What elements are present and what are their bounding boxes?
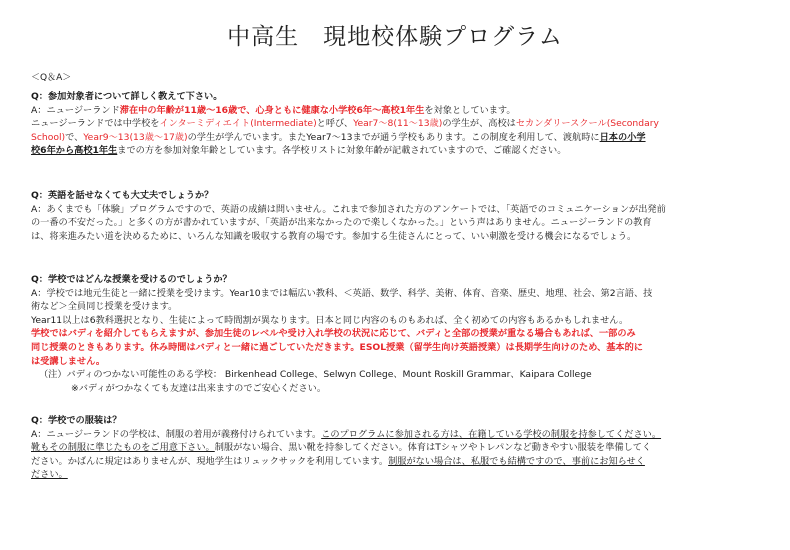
section-english — [31, 189, 761, 243]
question-classes: Q：学校ではどんな授業を受けるのでしょうか？ — [31, 274, 232, 285]
section-eligibility — [31, 90, 761, 158]
buddy-note: （注）バディのつかない可能性のある学校： Birkenhead College、Selwyn College、Mount Roskill Grammar、Kaipara College — [39, 369, 592, 381]
answer-line: は、将来進みたい道を決めるために、いろんな知識を吸収する教育の場です。参加する生徒さんにとって、いい刺激を受ける機会になるでしょう。 — [31, 230, 637, 242]
question-dress: Q：学校での服装は？ — [31, 415, 122, 426]
answer-line: A：学校では地元生徒と一緒に授業を受けます。Year10までは幅広い教科、＜英語、数学、科学、美術、体育、音楽、歴史、地理、社会、第2言語、技 — [31, 287, 653, 299]
buddy-subnote: ※バディがつかなくても友達は出来ますのでご安心ください。 — [71, 382, 327, 394]
section-classes — [31, 273, 761, 395]
answer-line-highlight: は受講しません。 — [31, 355, 106, 367]
answer-line: ださい。かばんに規定はありませんが、現地学生はリュックサックを利用しています。制服がない場合は、私服でも結構ですので、事前にお知らせく — [31, 455, 645, 467]
answer-line: A：あくまでも「体験」プログラムですので、英語の成績は問いません。これまで参加された方のアンケートでは、「英語でのコミュニケーションが出発前 — [31, 203, 666, 215]
page-title: 中高生 現地校体験プログラム — [227, 24, 563, 50]
answer-line: School)で、Year9～13(13歳～17歳)の学生が学んでいます。またYear7～13までが通う学校もあります。この制度を利用して、渡航時に日本の小学 — [31, 131, 646, 143]
answer-line: 校6年から高校1年生までの方を参加対象年齢としています。各学校リストに対象年齢が記載されていますので、ご確認ください。 — [31, 145, 567, 157]
answer-line-highlight: 学校ではバディを紹介してもらえますが、参加生徒のレベルや受け入れ学校の状況に応じて、バディと全部の授業が重なる場合もあれば、一部のみ — [31, 328, 636, 340]
answer-line: A：ニュージーランド滞在中の年齢が11歳～16歳で、心身ともに健康な小学校6年～高校1年生を対象としています。 — [31, 104, 516, 116]
answer-line: 靴もその制服に準じたものをご用意下さい。制服がない場合、黒い靴を持参してください。体育はTシャツやトレパンなど動きやすい服装を準備してく — [31, 442, 652, 454]
answer-line: 術など＞全員同じ授業を受けます。 — [31, 301, 178, 313]
answer-line: A：ニュージーランドの学校は、制服の着用が義務付けられています。このプログラムに参加される方は、在籍している学校の制服を持参してください。 — [31, 428, 662, 440]
answer-line: の一番の不安だった。」と多くの方が書かれていますが、「英語が出来なかったので楽しくなかった。」という声はありません。ニュージーランドの教育 — [31, 217, 652, 229]
answer-line-highlight: 同じ授業のときもあります。休み時間はバディと一緒に過ごしていただきます。ESOL授業（留学生向け英語授業）は長期学生向けのため、基本的に — [31, 341, 643, 353]
answer-line: ださい。 — [31, 469, 68, 481]
question-eligibility: Q：参加対象者について詳しく教えて下さい。 — [31, 91, 223, 102]
answer-line: Year11以上は6教科選択となり、生徒によって時間割が異なります。日本と同じ内容のものもあれば、全く初めての内容もあるかもしれません。 — [31, 314, 629, 326]
qa-heading: ＜Q＆A＞ — [31, 73, 72, 83]
question-english: Q：英語を話せなくても大丈夫でしょうか？ — [31, 190, 214, 201]
answer-line: ニュージーランドでは中学校をインターミディエイト(Intermediate)と呼び、Year7～8(11～13歳)の学生が、高校はセカンダリースクール(Secondary — [31, 118, 659, 130]
section-dress — [31, 414, 761, 482]
